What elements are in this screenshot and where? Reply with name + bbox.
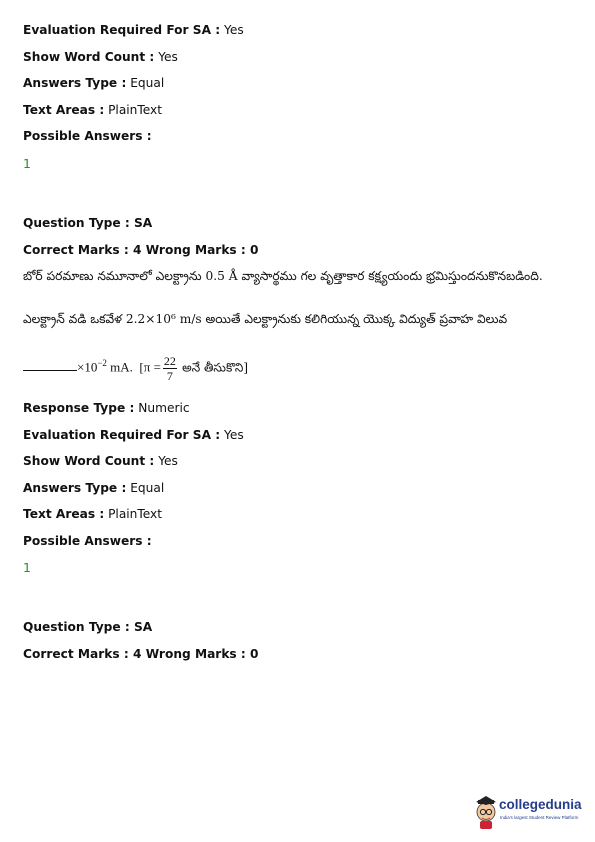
- question-text-line1: బోర్ పరమాణు నమూనాలో ఎలక్ట్రాను 0.5 Å వ్యాసార్థము గల వృత్తాకార కక్ష్యయందు భ్రమిస్తుందనుకొనబడింది.: [23, 269, 543, 283]
- next-question-marks: [23, 646, 259, 662]
- text-areas-value-2: PlainText: [108, 507, 163, 521]
- pi-fraction: [163, 354, 177, 383]
- possible-answer-value-2: 1: [23, 560, 31, 575]
- response-type-label: Response Type :: [23, 401, 135, 415]
- answers-type-row: [23, 75, 164, 91]
- response-type-value: Numeric: [138, 401, 190, 415]
- possible-answers-label-2: Possible Answers :: [23, 534, 152, 548]
- eval-required-row-2: [23, 427, 244, 443]
- eval-required-row: [23, 22, 244, 38]
- text-areas-label-2: Text Areas :: [23, 507, 105, 521]
- answers-type-label-2: Answers Type :: [23, 481, 127, 495]
- logo-name: collegedunia: [499, 797, 582, 812]
- possible-answers-label: Possible Answers :: [23, 129, 152, 143]
- text-areas-row-2: [23, 506, 162, 522]
- fraction-denominator: 7: [166, 369, 173, 383]
- text-areas-value: PlainText: [108, 103, 163, 117]
- eq-unit: mA.: [110, 359, 133, 375]
- next-question-marks-label: Correct Marks : 4 Wrong Marks : 0: [23, 647, 259, 661]
- response-type-row: [23, 400, 190, 416]
- answers-type-row-2: [23, 480, 164, 496]
- word-count-row: [23, 49, 178, 65]
- eq-exponent: −2: [97, 358, 107, 369]
- possible-answers-row: [23, 128, 152, 144]
- answer-blank: [23, 370, 77, 371]
- question-type: [23, 215, 152, 231]
- eq-pi-open: [π =: [139, 359, 161, 375]
- word-count-row-2: [23, 453, 178, 469]
- eq-prefix: ×10: [77, 359, 98, 375]
- word-count-label-2: Show Word Count :: [23, 454, 155, 468]
- question-type-label: Question Type : SA: [23, 216, 153, 230]
- fraction-numerator: 22: [163, 354, 176, 368]
- eval-required-value-2: Yes: [224, 428, 244, 442]
- possible-answers-row-2: [23, 533, 152, 549]
- next-question-type: [23, 619, 152, 635]
- text-areas-label: Text Areas :: [23, 103, 105, 117]
- answers-type-value-2: Equal: [130, 481, 165, 495]
- question-equation: [23, 354, 248, 383]
- possible-answer-value: 1: [23, 156, 31, 171]
- word-count-label: Show Word Count :: [23, 50, 155, 64]
- question-text-line2: ఎలక్ట్రాన్ వడి ఒకవేళ 2.2×10⁶ m/s అయితే ఎలక్ట్రానుకు కలిగియున్న యొక్క విద్యుత్ ప్రవాహ విలువ: [23, 312, 508, 326]
- text-areas-row: [23, 102, 162, 118]
- eval-required-label: Evaluation Required For SA :: [23, 23, 221, 37]
- question-marks: [23, 242, 259, 258]
- answers-type-value: Equal: [130, 76, 165, 90]
- eq-suffix: అనే తీసుకొని]: [182, 360, 249, 375]
- question-marks-label: Correct Marks : 4 Wrong Marks : 0: [23, 243, 259, 257]
- next-question-type-label: Question Type : SA: [23, 620, 153, 634]
- word-count-value: Yes: [158, 50, 178, 64]
- word-count-value-2: Yes: [158, 454, 178, 468]
- eval-required-label-2: Evaluation Required For SA :: [23, 428, 221, 442]
- eval-required-value: Yes: [224, 23, 244, 37]
- answers-type-label: Answers Type :: [23, 76, 127, 90]
- logo-tagline: India's largest Student Review Platform: [500, 815, 579, 820]
